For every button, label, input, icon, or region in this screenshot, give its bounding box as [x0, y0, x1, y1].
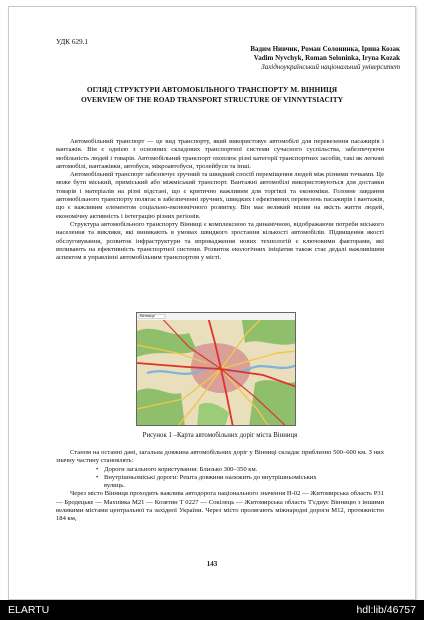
bullet-marker: • [96, 473, 99, 481]
body-section-2 [56, 449, 384, 524]
affiliation: Західноукраїнський національний університет [261, 63, 400, 72]
paragraph: Через місто Вінниця проходить важлива автодорога національного значення Н-02 — Житомирська область Р31 — Бродецьке — Махнівка М21 — Козятин Т 0227 — Сокілець — Житомирська область Т'єдиує Вінницю з іншими великими містами центральної та західної України. Через місто пролягають міжнародні дороги М12, протяжністю 184 км, [56, 490, 384, 523]
authors-block [250, 45, 400, 73]
road-map-figure [136, 312, 296, 426]
body-section-1 [56, 138, 384, 262]
bullet-item: • Дороги загального користування: Близько 300–350 км. [96, 465, 258, 473]
bullet-item: • Внутрішньоміські дороги: Решта довжини належить до внутрішньоміських [96, 473, 317, 481]
map-toolbar-label: Вінниця [140, 313, 155, 318]
figure-caption: Рисунок 1 –Карта автомобільних доріг міста Вінниця [142, 432, 298, 439]
paper-title [40, 85, 384, 104]
repository-name: ELARTU [8, 604, 50, 616]
paragraph: Станом на останні дані, загальна довжина автомобільних доріг у Вінниці складає приблизно 500–600 км. З них значну частину становлять: [56, 449, 384, 465]
authors-ua: Вадим Нивчик, Роман Солонинка, Ірина Козак [250, 45, 400, 53]
handle-link[interactable]: hdl:lib/46757 [356, 604, 416, 616]
page-number: 143 [206, 560, 218, 568]
paragraph: Автомобільний транспорт — це вид транспорту, який використовує автомобілі для перевезення пасажирів і вантажів. Він є однією з основних складових транспортної системи сучасного суспільства, забезпечуючи мобільність людей і товарів. Автомобільний транспорт охоплює різні категорії транспортних засобів, такі як легкові автомобілі, вантажівки, автобуси, мікроавтобуси, тролейбуси та інші. [56, 138, 384, 170]
paragraph: Структура автомобільного транспорту Вінниці є комплексною та динамічною, відображаючи потреби міського населення та виклики, які виникають в умовах швидкого зростання кількості автомобілів. Підвищення якості обслуговування, розвиток інфраструктури та впровадження нових технологій є ключовими факторами, які впливають на ефективність транспортної системи. Розвиток екологічних ініціатив також стає дедалі важливішим аспектом в управлінні автомобільним транспортом у місті. [56, 220, 384, 262]
title-en: OVERVIEW OF THE ROAD TRANSPORT STRUCTURE OF VINNYTSIACITY [80, 94, 344, 104]
udk-code: УДК 629.1 [56, 38, 89, 46]
bullet-marker: • [96, 465, 99, 473]
repository-footer-bar [0, 600, 424, 620]
bullet-continuation: вулиць. [104, 482, 125, 490]
authors-en: Vadim Nyvchyk, Roman Soloninka, Iryna Kozak [253, 54, 400, 63]
road-map-image [137, 313, 296, 426]
paragraph: Автомобільний транспорт забезпечує зручний та швидкий спосіб переміщення людей між різними точками. Це може бути міський, приміський або міжміський транспорт. Вантажні автомобілі використовуються для доставки товарів і матеріалів на різні відстані, що є критично важливим для торгівлі та економіки. Головне завдання автомобільного транспорту полягає в забезпеченні зручних, швидких і ефективних перевезень пасажирів і вантажів, що є важливим елементом соціально-економічного розвитку. Він має великий вплив на якість життя людей, економічну активність і інтеграцію різних регіонів. [56, 171, 384, 220]
title-ua: ОГЛЯД СТРУКТУРИ АВТОМОБІЛЬНОГО ТРАНСПОРТУ М. ВІННИЦЯ [86, 85, 338, 94]
